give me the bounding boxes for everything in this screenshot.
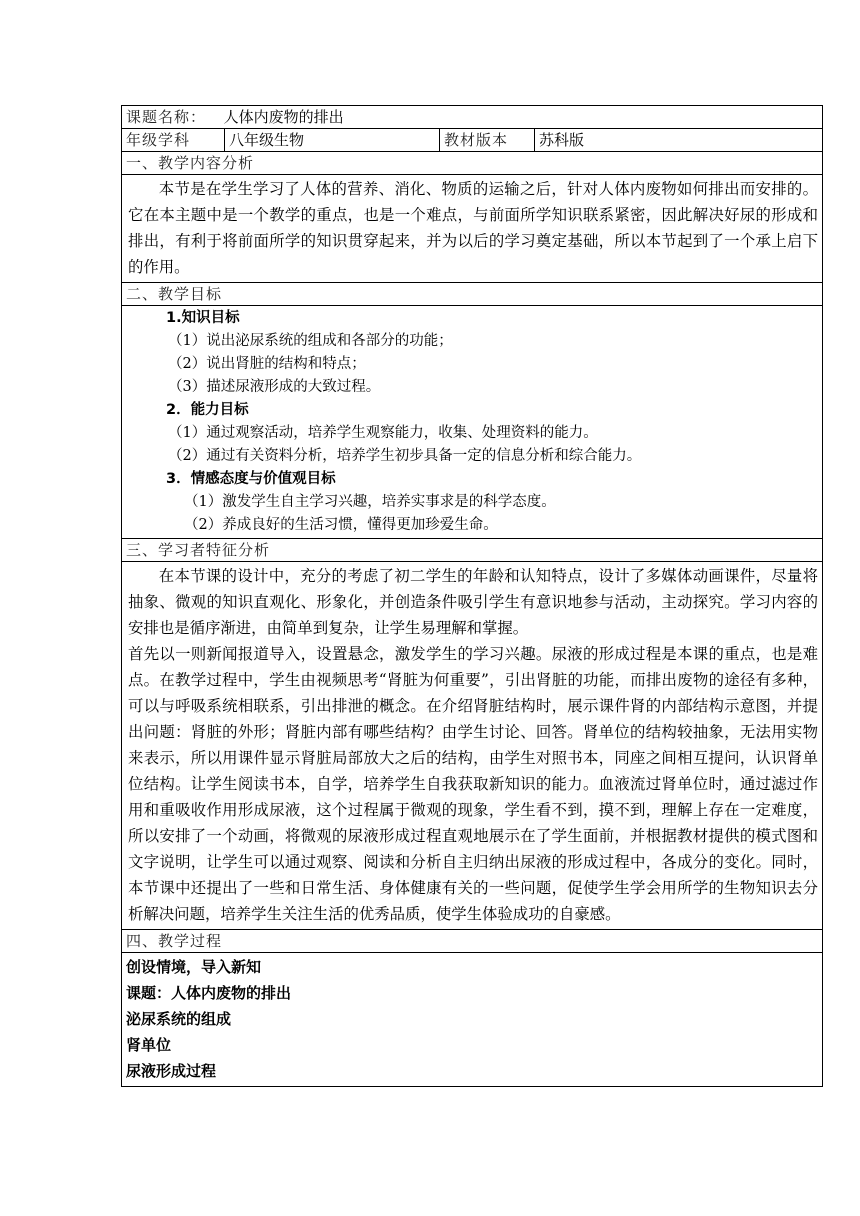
learner-analysis-paragraph-1: 在本节课的设计中，充分的考虑了初二学生的年龄和认知特点，设计了多媒体动画课件，尽量将抽象、微观的知识直观化、形象化，并创造条件吸引学生有意识地参与活动，主动探究。学习内容的安排也是循序渐进，由简单到复杂，让学生易理解和掌握。 <box>128 567 819 637</box>
attitude-goal-title: 3．情感态度与价值观目标 <box>166 471 336 487</box>
lesson-title: 人体内废物的排出 <box>223 108 344 126</box>
attitude-goal-item: （1）激发学生自主学习兴趣，培养实事求是的科学态度。 <box>184 494 556 510</box>
objectives-heading-row <box>122 283 823 306</box>
objectives-cell <box>122 306 823 539</box>
learner-analysis-paragraph-2: 首先以一则新闻报道导入，设置悬念，激发学生的学习兴趣。尿液的形成过程是本课的重点，也是难点。在教学过程中，学生由视频思考“肾脏为何重要”，引出肾脏的功能，而排出废物的途径有多种，可以与呼吸系统相联系，引出排泄的概念。在介绍肾脏结构时，展示课件肾的内部结构示意图，并提出问题：肾脏的外形；肾脏内部有哪些结构？由学生讨论、回答。肾单位的结构较抽象，无法用实物来表示，所以用课件显示肾脏局部放大之后的结构，由学生对照书本，同座之间相互提问，认识肾单位结构。让学生阅读书本，自学，培养学生自我获取新知识的能力。血液流过肾单位时，通过滤过作用和重吸收作用形成尿液，这个过程属于微观的现象，学生看不到，摸不到，理解上存在一定难度，所以安排了一个动画，将微观的尿液形成过程直观地展示在了学生面前，并根据教材提供的模式图和文字说明，让学生可以通过观察、阅读和分析自主归纳出尿液的形成过程中，各成分的变化。同时，本节课中还提出了一些和日常生活、身体健康有关的一些问题，促使学生学会用所学的生物知识去分析解决问题，培养学生关注生活的优秀品质，使学生体验成功的自豪感。 <box>128 645 819 923</box>
knowledge-goal-item: （1）说出泌尿系统的组成和各部分的功能； <box>168 333 453 349</box>
process-cell <box>122 953 823 1087</box>
ability-goal-title: 2．能力目标 <box>166 402 249 418</box>
ability-goal-item: （1）通过观察活动，培养学生观察能力，收集、处理资料的能力。 <box>168 425 598 441</box>
content-analysis-heading: 一、教学内容分析 <box>122 152 823 175</box>
knowledge-goal-title: 1.知识目标 <box>166 310 240 326</box>
learner-analysis-heading: 三、学习者特征分析 <box>122 539 823 562</box>
objectives-row <box>122 306 823 539</box>
process-step: 肾单位 <box>126 1036 172 1054</box>
lesson-plan-table <box>121 105 823 1087</box>
content-analysis-cell <box>122 175 823 283</box>
title-label: 课题名称： <box>126 108 207 126</box>
knowledge-goal-item: （2）说出肾脏的结构和特点； <box>168 356 366 372</box>
title-cell <box>122 106 823 129</box>
edition-label: 教材版本 <box>440 129 535 152</box>
process-step: 泌尿系统的组成 <box>126 1010 232 1028</box>
content-analysis-text: 本节是在学生学习了人体的营养、消化、物质的运输之后，针对人体内废物如何排出而安排的。它在本主题中是一个教学的重点，也是一个难点，与前面所学知识联系紧密，因此解决好尿的形成和排出，有利于将前面所学的知识贯穿起来，并为以后的学习奠定基础，所以本节起到了一个承上启下的作用。 <box>128 180 819 276</box>
attitude-goal-item: （2）养成良好的生活习惯，懂得更加珍爱生命。 <box>184 517 498 533</box>
grade-value: 八年级生物 <box>225 129 440 152</box>
content-analysis-heading-row <box>122 152 823 175</box>
process-row <box>122 953 823 1087</box>
process-step: 课题：人体内废物的排出 <box>126 984 292 1002</box>
objectives-heading: 二、教学目标 <box>122 283 823 306</box>
knowledge-goal-item: （3）描述尿液形成的大致过程。 <box>168 379 381 395</box>
content-analysis-row <box>122 175 823 283</box>
learner-analysis-row <box>122 562 823 930</box>
title-row <box>122 106 823 129</box>
process-step: 尿液形成过程 <box>126 1062 217 1080</box>
grade-label: 年级学科 <box>122 129 225 152</box>
ability-goal-item: （2）通过有关资料分析，培养学生初步具备一定的信息分析和综合能力。 <box>168 448 642 464</box>
process-step: 创设情境，导入新知 <box>126 958 262 976</box>
learner-analysis-heading-row <box>122 539 823 562</box>
learner-analysis-cell <box>122 562 823 930</box>
process-heading: 四、教学过程 <box>122 930 823 953</box>
process-heading-row <box>122 930 823 953</box>
edition-value: 苏科版 <box>535 129 823 152</box>
grade-row <box>122 129 823 152</box>
